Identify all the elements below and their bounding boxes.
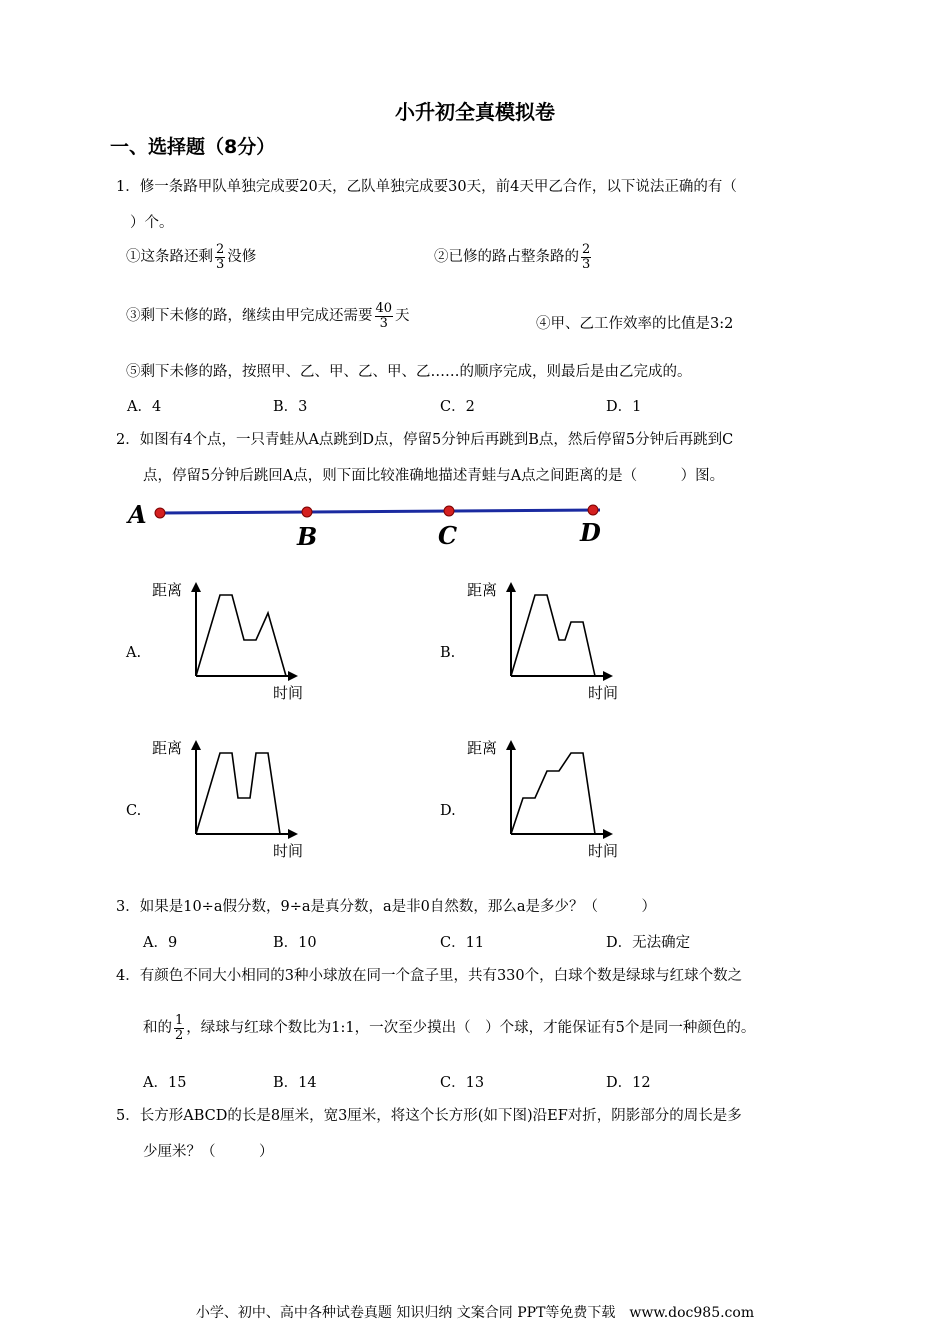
frac-num: 1 — [175, 1013, 184, 1028]
q5-line1: 5．长方形ABCD的长是8厘米，宽3厘米，将这个长方形(如下图)沿EF对折，阴影部分的周长是多 — [116, 1108, 742, 1124]
graph-a[interactable] — [150, 576, 310, 706]
point-d — [588, 505, 598, 515]
x-axis-arrow — [288, 671, 298, 681]
point-label-c: C — [438, 521, 458, 550]
q4-line2-post: ，绿球与红球个数比为1:1，一次至少摸出（ ）个球，才能保证有5个是同一种颜色的。 — [186, 1020, 756, 1037]
q2-line2: 点，停留5分钟后跳回A点，则下面比较准确地描述青蛙与A点之间距离的是（ ）图。 — [143, 468, 725, 484]
s3-text: ③剩下未修的路，继续由甲完成还需要 — [126, 308, 373, 325]
frac-den: 3 — [379, 315, 388, 331]
frac-num: 2 — [216, 242, 225, 257]
q2-option-d[interactable]: D. — [440, 803, 456, 819]
x-axis-label: 时间 — [588, 684, 619, 702]
graph-d[interactable] — [465, 734, 625, 864]
q1-option-d[interactable]: D．1 — [606, 399, 642, 415]
q5-line2: 少厘米？（ ） — [143, 1144, 274, 1160]
y-axis-label: 距离 — [152, 581, 183, 599]
s1-text: ①这条路还剩 — [126, 249, 213, 266]
q1-line2: ）个。 — [130, 215, 174, 231]
points-line-figure — [120, 495, 620, 555]
s2-text: ②已修的路占整条路的 — [434, 249, 579, 266]
q2-option-b[interactable]: B. — [440, 645, 456, 661]
q1-statement-2 — [434, 243, 593, 271]
y-axis-arrow — [191, 740, 201, 750]
q4-line2 — [143, 1014, 755, 1042]
x-axis-label: 时间 — [273, 842, 304, 860]
q4-option-b[interactable]: B．14 — [273, 1075, 317, 1091]
q1-statement-1 — [126, 243, 256, 271]
frac-den: 3 — [582, 256, 591, 272]
q3-line1: 3．如果是10÷a假分数，9÷a是真分数，a是非0自然数，那么a是多少？（ ） — [116, 899, 657, 915]
frac-num: 40 — [375, 301, 393, 316]
q1-option-b[interactable]: B．3 — [273, 399, 308, 415]
distance-line — [196, 753, 280, 834]
frac-den: 2 — [175, 1027, 184, 1043]
y-axis-arrow — [191, 582, 201, 592]
q3-option-d[interactable]: D．无法确定 — [606, 935, 691, 951]
y-axis-arrow — [506, 740, 516, 750]
q1-line1: 1．修一条路甲队单独完成要20天，乙队单独完成要30天，前4天甲乙合作，以下说法正确的有（ — [116, 179, 737, 195]
point-label-b: B — [297, 522, 318, 551]
fraction — [581, 243, 591, 271]
frac-den: 3 — [216, 256, 225, 272]
q4-option-a[interactable]: A．15 — [143, 1075, 187, 1091]
distance-line — [196, 595, 286, 676]
q3-option-b[interactable]: B．10 — [273, 935, 317, 951]
x-axis-label: 时间 — [588, 842, 619, 860]
x-axis-label: 时间 — [273, 684, 304, 702]
q4-option-c[interactable]: C．13 — [440, 1075, 485, 1091]
page-footer: 小学、初中、高中各种试卷真题 知识归纳 文案合同 PPT等免费下载 www.doc985.com — [195, 1305, 755, 1321]
y-axis-label: 距离 — [467, 739, 498, 757]
distance-line — [511, 595, 595, 676]
q4-line1: 4．有颜色不同大小相同的3种小球放在同一个盒子里，共有330个，白球个数是绿球与红球个数之 — [116, 968, 743, 984]
point-a — [155, 508, 165, 518]
q1-option-a[interactable]: A．4 — [127, 399, 162, 415]
q2-option-a[interactable]: A. — [126, 645, 142, 661]
q4-line2-pre: 和的 — [143, 1020, 172, 1037]
q1-option-c[interactable]: C．2 — [440, 399, 475, 415]
y-axis-label: 距离 — [467, 581, 498, 599]
fraction — [215, 243, 225, 271]
distance-line — [511, 753, 595, 834]
point-c — [444, 506, 454, 516]
point-label-d: D — [580, 518, 601, 547]
q3-option-a[interactable]: A．9 — [143, 935, 178, 951]
frac-num: 2 — [582, 242, 591, 257]
x-axis-arrow — [288, 829, 298, 839]
fraction — [174, 1014, 184, 1042]
q3-option-c[interactable]: C．11 — [440, 935, 485, 951]
q4-option-d[interactable]: D．12 — [606, 1075, 651, 1091]
s1-after: 没修 — [227, 249, 257, 266]
segment-ad — [160, 510, 600, 513]
graph-b[interactable] — [465, 576, 625, 706]
y-axis-arrow — [506, 582, 516, 592]
point-b — [302, 507, 312, 517]
s3-after: 天 — [395, 308, 410, 325]
x-axis-arrow — [603, 829, 613, 839]
page-title: 小升初全真模拟卷 — [395, 100, 555, 124]
q2-option-c[interactable]: C. — [126, 803, 142, 819]
graph-c[interactable] — [150, 734, 310, 864]
q1-statement-3 — [126, 302, 410, 330]
y-axis-label: 距离 — [152, 739, 183, 757]
x-axis-arrow — [603, 671, 613, 681]
point-label-a: A — [128, 500, 147, 529]
q1-statement-5: ⑤剩下未修的路，按照甲、乙、甲、乙、甲、乙……的顺序完成，则最后是由乙完成的。 — [126, 364, 692, 380]
q2-line1: 2．如图有4个点，一只青蛙从A点跳到D点，停留5分钟后再跳到B点，然后停留5分钟后再跳到C — [116, 432, 734, 448]
fraction — [375, 302, 394, 330]
section-heading: 一、选择题（8分） — [110, 136, 276, 158]
q1-statement-4: ④甲、乙工作效率的比值是3:2 — [536, 316, 734, 332]
